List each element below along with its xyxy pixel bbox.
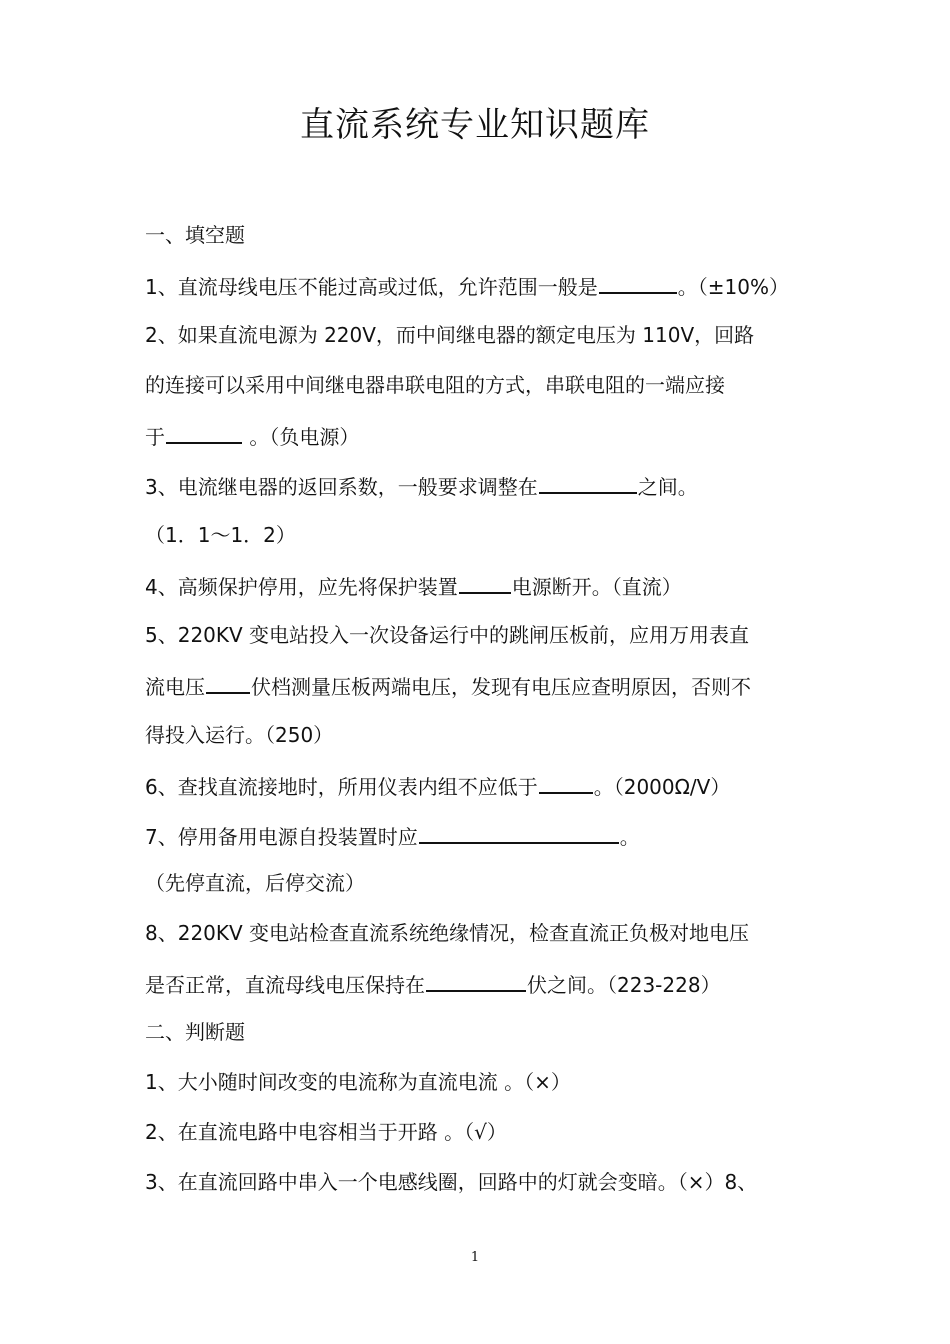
answer-blank <box>459 570 511 594</box>
answer-blank <box>426 968 526 992</box>
answer-blank <box>166 420 242 444</box>
question-7-answer: （先停直流，后停交流） <box>145 871 365 895</box>
question-text: 。（±10%） <box>677 275 789 299</box>
question-4 <box>145 570 815 602</box>
question-3-answer: （1．1～1．2） <box>145 523 296 547</box>
question-3 <box>145 470 815 502</box>
section-heading-true-false: 二、判断题 <box>145 1020 245 1044</box>
question-8-line-1: 8、220KV 变电站检查直流系统绝缘情况，检查直流正负极对地电压 <box>145 921 750 945</box>
question-5-line-2 <box>145 670 815 702</box>
question-text: 4、高频保护停用，应先将保护装置 <box>145 575 458 599</box>
section-heading-fill-blank: 一、填空题 <box>145 223 245 247</box>
question-text: 6、查找直流接地时，所用仪表内组不应低于 <box>145 775 538 799</box>
question-text: 流电压 <box>145 675 205 699</box>
question-2-line-2: 的连接可以采用中间继电器串联电阻的方式，串联电阻的一端应接 <box>145 373 725 397</box>
answer-blank <box>539 470 637 494</box>
question-text: 3、电流继电器的返回系数，一般要求调整在 <box>145 475 538 499</box>
judgement-2: 2、在直流电路中电容相当于开路 。（√） <box>145 1120 507 1144</box>
question-text: 。（2000Ω/V） <box>593 775 731 799</box>
question-text: 。（负电源） <box>243 425 360 449</box>
document-title: 直流系统专业知识题库 <box>300 105 650 145</box>
question-text: 之间。 <box>637 475 698 499</box>
question-text: 7、停用备用电源自投装置时应 <box>145 825 418 849</box>
answer-blank <box>599 270 677 294</box>
answer-blank <box>539 770 593 794</box>
question-7 <box>145 820 815 852</box>
question-text: 于 <box>145 425 165 449</box>
question-text: 1、直流母线电压不能过高或过低，允许范围一般是 <box>145 275 598 299</box>
question-1 <box>145 270 815 302</box>
question-6 <box>145 770 815 802</box>
question-text: 伏档测量压板两端电压，发现有电压应查明原因，否则不 <box>251 675 751 699</box>
question-2-line-3 <box>145 420 815 452</box>
judgement-3: 3、在直流回路中串入一个电感线圈，回路中的灯就会变暗。（×）8、 <box>145 1170 758 1194</box>
answer-blank <box>419 820 619 844</box>
judgement-1: 1、大小随时间改变的电流称为直流电流 。（×） <box>145 1070 571 1094</box>
question-text: 伏之间。（223-228） <box>527 973 721 997</box>
question-2-line-1: 2、如果直流电源为 220V，而中间继电器的额定电压为 110V，回路 <box>145 323 755 347</box>
question-text: 是否正常，直流母线电压保持在 <box>145 973 425 997</box>
question-text: 电源断开。（直流） <box>511 575 682 599</box>
question-8-line-2 <box>145 968 815 1000</box>
answer-blank <box>206 670 250 694</box>
question-text: 。 <box>619 825 640 849</box>
question-5-line-1: 5、220KV 变电站投入一次设备运行中的跳闸压板前，应用万用表直 <box>145 623 750 647</box>
question-5-line-3: 得投入运行。（250） <box>145 723 334 747</box>
page-number: 1 <box>470 1250 480 1265</box>
